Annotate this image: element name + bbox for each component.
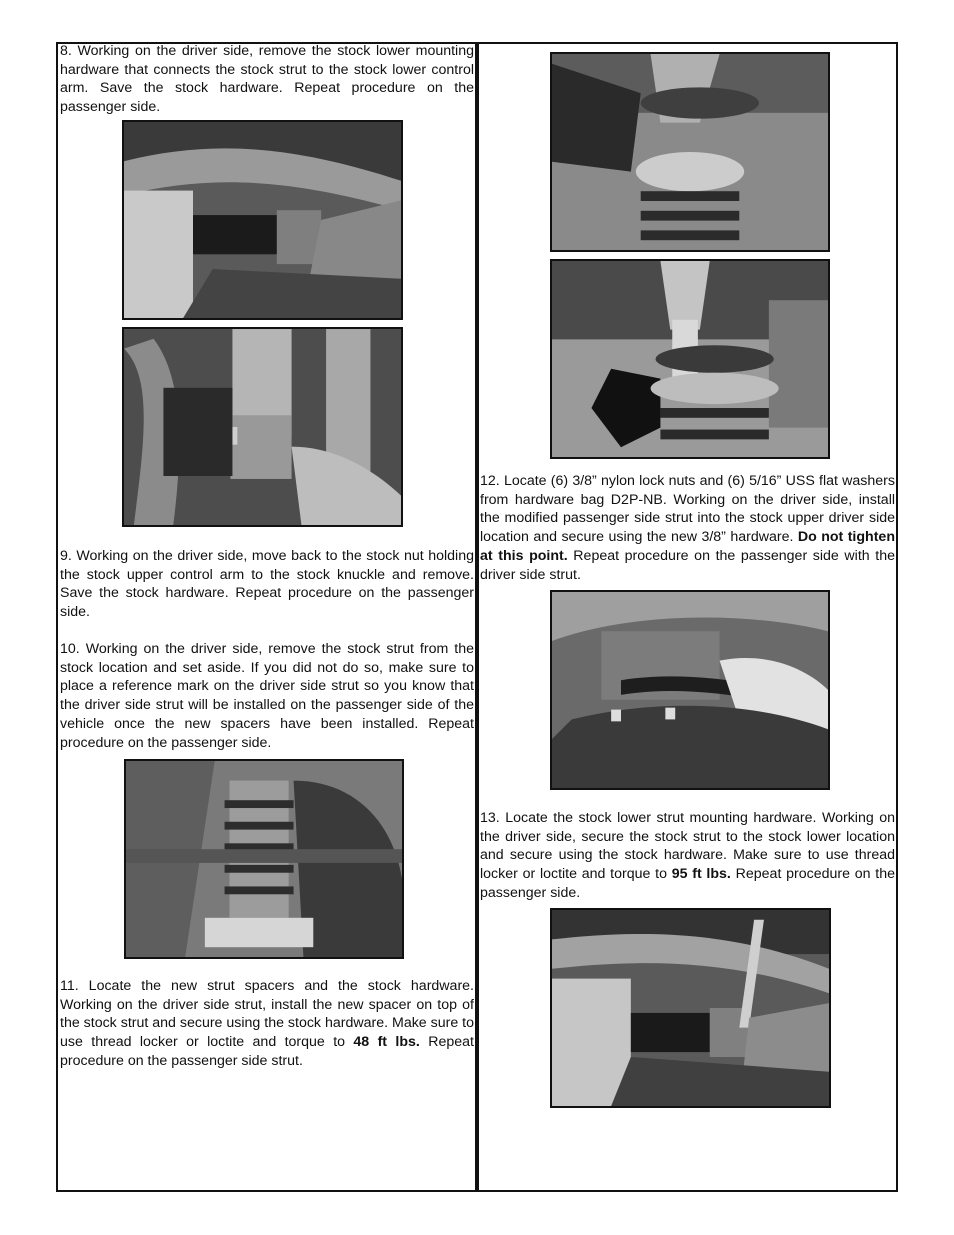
photo-spacer-on-strut bbox=[550, 52, 830, 252]
step-11-text bbox=[60, 977, 474, 1071]
photo-lower-strut-secure bbox=[550, 908, 831, 1108]
step-10-text: 10. Working on the driver side, remove the stock strut from the stock location and set aside. If you did not do so, make sure to place a reference mark on the driver side strut so you know that the driver side strut will be installed on the passenger side of the vehicle once the new spacers have been installed. Repeat procedure on the passenger side. bbox=[60, 641, 474, 751]
column-divider bbox=[475, 42, 479, 1192]
step-11-text-before: 11. Locate the new strut spacers and the stock hardware. Working on the driver side strut, install the new spacer on top of the stock strut and secure using the stock hardware. Make sure to use thread locker or loctite and torque to bbox=[60, 978, 475, 1051]
step-13-text-before: 13. Locate the stock lower strut mounting hardware. Working on the driver side, secure the stock strut to the stock lower location and secure using the stock hardware. Make sure to use thread locker or loctite and torque to bbox=[480, 810, 895, 883]
step-13-torque: 95 ft lbs. bbox=[671, 866, 731, 883]
step-11-text-after: Repeat procedure on the passenger side strut. bbox=[60, 1034, 474, 1069]
step-8-text: 8. Working on the driver side, remove the stock lower mounting hardware that connects the stock strut to the stock lower control arm. Save the stock hardware. Repeat procedure on the passenger side. bbox=[60, 43, 474, 116]
photo-spacer-secured bbox=[550, 259, 830, 459]
step-13-text bbox=[480, 809, 895, 903]
photo-upper-control-arm-nut bbox=[122, 327, 403, 527]
step-12-text-after: Repeat procedure on the passenger side with the driver side strut. bbox=[480, 547, 895, 583]
step-13-text-after: Repeat procedure on the passenger side. bbox=[480, 866, 896, 901]
step-12-text-before: 12. Locate (6) 3/8” nylon lock nuts and (6) 5/16” USS flat washers from hardware bag D2P-NB. Working on the driver side, install the modified passenger side strut into the stock upper driver side location and secure using the new 3/8” hardware. bbox=[480, 473, 895, 546]
step-11-torque: 48 ft lbs. bbox=[353, 1034, 420, 1051]
step-12-text bbox=[480, 472, 895, 584]
step-12-emphasis: Do not tighten at this point. bbox=[480, 529, 895, 564]
photo-upper-mount-nuts bbox=[550, 590, 830, 790]
step-9-text: 9. Working on the driver side, move back to the stock nut holding the stock upper control arm to the stock knuckle and remove. Save the stock hardware. Repeat procedure on the passenger side. bbox=[60, 548, 474, 621]
photo-strut-removal bbox=[124, 759, 404, 959]
photo-lower-mount-hardware bbox=[122, 120, 403, 320]
